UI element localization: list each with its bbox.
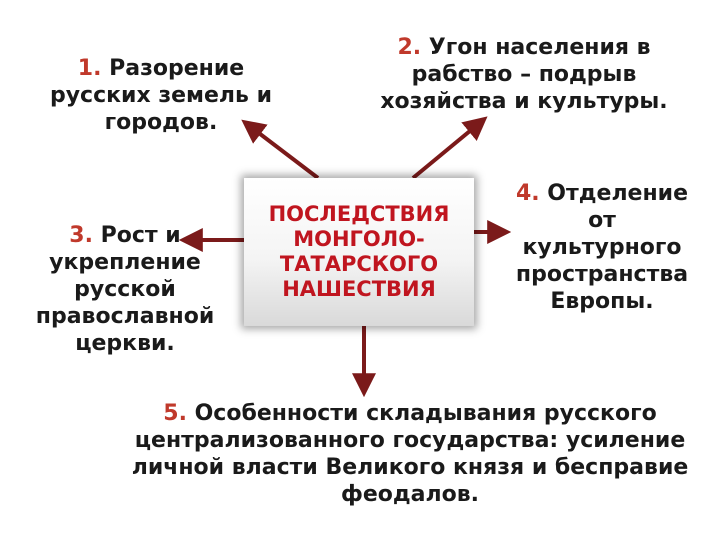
item-5: [100, 400, 720, 508]
item-2-text: Угон населения в рабство – подрыв хозяйства и культуры.: [380, 35, 668, 114]
item-5-text: Особенности складывания русского централизованного государства: усиление личной власти Великого князя и бесправие феодалов.: [131, 401, 689, 507]
item-2-number: 2.: [397, 35, 422, 60]
arrow-to-item-2: [413, 121, 482, 178]
center-title: ПОСЛЕДСТВИЯ МОНГОЛО- ТАТАРСКОГО НАШЕСТВИЯ: [268, 202, 450, 301]
item-3-text: Рост и укрепление русской православной церкви.: [35, 223, 215, 356]
item-4-text: Отделение от культурного пространства Европы.: [515, 181, 689, 314]
item-4-number: 4.: [515, 181, 540, 206]
center-box: [244, 178, 474, 326]
item-1: [30, 55, 292, 136]
item-1-number: 1.: [77, 56, 102, 81]
item-3: [20, 222, 230, 357]
item-4: [504, 180, 700, 315]
item-1-text: Разорение русских земель и городов.: [49, 56, 273, 135]
item-5-number: 5.: [163, 401, 187, 426]
item-3-number: 3.: [69, 223, 93, 248]
item-2: [352, 34, 696, 115]
